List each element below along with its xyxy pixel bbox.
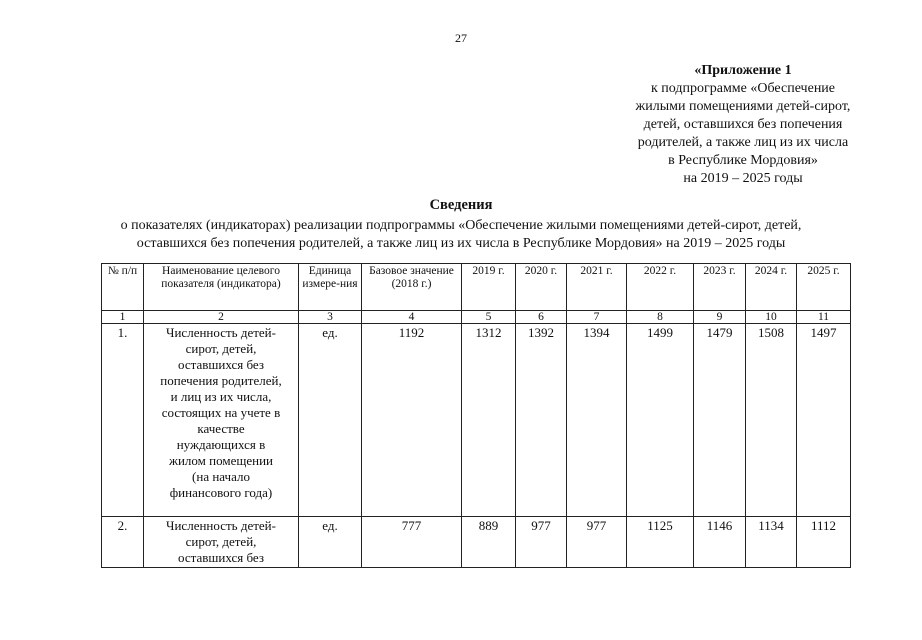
indicator-name-line: (на начало (192, 469, 250, 484)
table-header-row (102, 264, 851, 311)
table-row (102, 324, 851, 517)
indicator-name-line: сирот, детей, (185, 341, 257, 356)
base-value-cell: 1192 (362, 324, 462, 517)
column-number-cell: 5 (462, 311, 516, 324)
appendix-line: жилыми помещениями детей-сирот, (635, 99, 851, 114)
indicators-table (101, 263, 851, 568)
year-value-cell: 1394 (567, 324, 627, 517)
indicator-name-line: сирот, детей, (185, 534, 257, 549)
indicator-name-line: состоящих на учете в (161, 405, 281, 420)
appendix-title: «Приложение 1 (694, 63, 792, 78)
indicator-name-line: Численность детей- (166, 518, 276, 533)
year-value-cell: 1508 (746, 324, 797, 517)
table-row (102, 517, 851, 568)
column-number-cell: 1 (102, 311, 144, 324)
base-value-cell: 777 (362, 517, 462, 568)
year-value-cell: 1497 (797, 324, 851, 517)
header-cell-2025: 2025 г. (797, 264, 851, 311)
indicator-name-line: оставшихся без (178, 357, 264, 372)
header-cell-2023: 2023 г. (694, 264, 746, 311)
column-number-cell: 9 (694, 311, 746, 324)
row-number-cell: 1. (102, 324, 144, 517)
year-value-cell: 1499 (627, 324, 694, 517)
year-value-cell: 1479 (694, 324, 746, 517)
appendix-line: на 2019 – 2025 годы (683, 171, 803, 186)
year-value-cell: 1312 (462, 324, 516, 517)
indicator-name-line: оставшихся без (178, 550, 264, 565)
appendix-header (604, 62, 882, 188)
year-value-cell: 889 (462, 517, 516, 568)
document-subtitle (30, 217, 892, 253)
column-number-cell: 10 (746, 311, 797, 324)
subtitle-line-1: о показателях (индикаторах) реализации подпрограммы «Обеспечение жилыми помещениями детей-сирот, детей, (120, 218, 802, 233)
year-value-cell: 1125 (627, 517, 694, 568)
column-number-cell: 2 (144, 311, 299, 324)
column-number-cell: 6 (516, 311, 567, 324)
header-cell-number: № п/п (102, 264, 144, 311)
unit-cell: ед. (299, 324, 362, 517)
year-value-cell: 1112 (797, 517, 851, 568)
subtitle-line-2: оставшихся без попечения родителей, а также лиц из их числа в Республике Мордовия» на 2019 – 2025 годы (136, 236, 786, 251)
header-cell-2020: 2020 г. (516, 264, 567, 311)
indicator-name-cell (144, 517, 299, 568)
unit-cell: ед. (299, 517, 362, 568)
indicator-name-line: нуждающихся в (176, 437, 266, 452)
indicator-name-line: качестве (197, 421, 245, 436)
indicator-name-line: финансового года) (169, 485, 273, 500)
year-value-cell: 1146 (694, 517, 746, 568)
header-cell-unit: Единица измере-ния (299, 264, 362, 311)
appendix-line: детей, оставшихся без попечения (643, 117, 843, 132)
column-number-cell: 8 (627, 311, 694, 324)
column-number-cell: 11 (797, 311, 851, 324)
appendix-line: в Республике Мордовия» (668, 153, 818, 168)
row-number-cell: 2. (102, 517, 144, 568)
column-number-row (102, 311, 851, 324)
page-number: 27 (455, 31, 467, 45)
appendix-line: к подпрограмме «Обеспечение (650, 81, 836, 96)
indicator-name-line: жилом помещении (168, 453, 273, 468)
document-title: Сведения (429, 197, 493, 213)
header-cell-2021: 2021 г. (567, 264, 627, 311)
column-number-cell: 3 (299, 311, 362, 324)
indicator-name-line: и лиц из их числа, (170, 389, 272, 404)
year-value-cell: 1392 (516, 324, 567, 517)
header-cell-2019: 2019 г. (462, 264, 516, 311)
indicator-name-cell (144, 324, 299, 517)
indicator-name-line: попечения родителей, (160, 373, 282, 388)
header-cell-base: Базовое значение (2018 г.) (362, 264, 462, 311)
indicator-name-line: Численность детей- (166, 325, 276, 340)
year-value-cell: 977 (567, 517, 627, 568)
year-value-cell: 977 (516, 517, 567, 568)
appendix-line: родителей, а также лиц из их числа (637, 135, 849, 150)
header-cell-name: Наименование целевого показателя (индикатора) (144, 264, 299, 311)
header-cell-2024: 2024 г. (746, 264, 797, 311)
header-cell-2022: 2022 г. (627, 264, 694, 311)
year-value-cell: 1134 (746, 517, 797, 568)
column-number-cell: 7 (567, 311, 627, 324)
column-number-cell: 4 (362, 311, 462, 324)
